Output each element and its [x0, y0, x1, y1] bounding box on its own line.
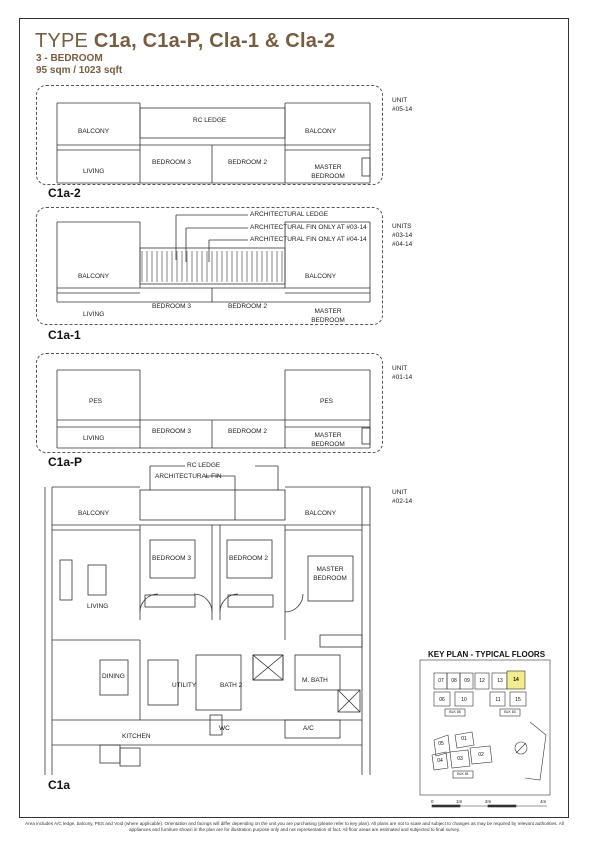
- plan-name-c1a-2: C1a-2: [48, 186, 81, 200]
- c1a-unit-heading: UNIT: [392, 489, 408, 496]
- key-unit-09: 09: [464, 678, 470, 684]
- c1ap-master-bedroom: MASTER BEDROOM: [311, 432, 345, 448]
- key-unit-04: 04: [437, 758, 443, 764]
- c1a1-master-bedroom: MASTER BEDROOM: [311, 308, 345, 324]
- callout-fin-03-14: ARCHITECTURAL FIN ONLY AT #03-14: [250, 224, 367, 231]
- c1a-utility: UTILITY: [172, 682, 197, 689]
- c1a-units: [392, 488, 412, 506]
- key-unit-06: 06: [439, 697, 445, 703]
- c1a-bedroom2: BEDROOM 2: [229, 555, 269, 562]
- c1a-balcony-left: BALCONY: [78, 510, 110, 517]
- c1a2-rc-ledge: RC LEDGE: [193, 117, 227, 124]
- plan-name-c1a: C1a: [48, 778, 71, 792]
- c1a1-balcony-left: BALCONY: [78, 273, 110, 280]
- callout-architectural-ledge: ARCHITECTURAL LEDGE: [250, 211, 329, 218]
- c1ap-unit-heading: UNIT: [392, 365, 408, 372]
- c1a-wc: WC: [219, 725, 230, 732]
- key-unit-08: 08: [451, 678, 457, 684]
- c1ap-unit-number: #01-14: [392, 374, 413, 381]
- key-block-81: BLK 81: [457, 772, 469, 776]
- key-unit-14-highlighted: 14: [513, 677, 519, 683]
- bedroom-count: 3 - BEDROOM: [36, 53, 103, 64]
- c1ap-bedroom2: BEDROOM 2: [228, 428, 268, 435]
- c1a2-unit-heading: UNIT: [392, 97, 408, 104]
- c1a2-bedroom3: BEDROOM 3: [152, 159, 192, 166]
- c1a-callout-rc-ledge: RC LEDGE: [187, 462, 221, 469]
- c1a-master-bedroom: MASTER BEDROOM: [313, 566, 347, 582]
- key-unit-13: 13: [497, 678, 503, 684]
- c1a2-living: LIVING: [83, 168, 105, 175]
- scale-4m: 4m: [540, 799, 547, 804]
- c1a-callout-architectural-fin: ARCHITECTURAL FIN: [155, 473, 222, 480]
- key-unit-12: 12: [479, 678, 485, 684]
- disclaimer-text: Area includes A/C ledge, balcony, PES and Void (where applicable). Orientation and facings will differ depending on the unit you are purchasing (please refer to key plan). All plans are not to scale and subject to changes as may be required by relevant authorities. All appliances and furniture shown in the plan are for illustration purpose only and not representation of fact. All floor areas are estimated and subjected to final survey.: [25, 821, 564, 832]
- c1ap-living: LIVING: [83, 435, 105, 442]
- c1a2-unit-number: #05-14: [392, 106, 413, 113]
- key-unit-15: 15: [515, 697, 521, 703]
- c1a-balcony-right: BALCONY: [305, 510, 337, 517]
- c1ap-pes-left: PES: [89, 398, 103, 405]
- key-unit-03: 03: [457, 756, 463, 762]
- key-unit-02: 02: [478, 752, 484, 758]
- plan-name-c1a-1: C1a-1: [48, 328, 81, 342]
- key-unit-01: 01: [461, 736, 467, 742]
- title-type-word: TYPE: [35, 30, 89, 52]
- c1a-unit-number: #02-14: [392, 498, 413, 505]
- c1a-bath2: BATH 2: [220, 682, 243, 689]
- c1a-mbath: M. BATH: [302, 677, 328, 684]
- c1a-ac: A/C: [303, 725, 314, 732]
- scale-1m: 1m: [456, 799, 463, 804]
- c1a1-balcony-right: BALCONY: [305, 273, 337, 280]
- c1a2-master-bedroom: MASTER BEDROOM: [311, 164, 345, 180]
- c1a1-bedroom2: BEDROOM 2: [228, 303, 268, 310]
- key-unit-07: 07: [438, 678, 444, 684]
- c1a1-unit-number-2: #04-14: [392, 241, 413, 248]
- key-unit-11: 11: [495, 697, 501, 703]
- c1ap-bedroom3: BEDROOM 3: [152, 428, 192, 435]
- c1a1-bedroom3: BEDROOM 3: [152, 303, 192, 310]
- c1a1-units: [392, 222, 412, 249]
- c1a2-bedroom2: BEDROOM 2: [228, 159, 268, 166]
- title-type-names: C1a, C1a-P, Cla-1 & Cla-2: [93, 30, 336, 52]
- c1a-kitchen: KITCHEN: [122, 733, 151, 740]
- scale-0: 0: [431, 799, 434, 804]
- key-block-85: BLK 85: [449, 710, 461, 714]
- key-plan-title: KEY PLAN - TYPICAL FLOORS: [428, 650, 546, 659]
- c1a2-balcony-left: BALCONY: [78, 128, 110, 135]
- c1a-dining: DINING: [102, 673, 125, 680]
- plan-name-c1a-p: C1a-P: [48, 455, 83, 469]
- c1a1-unit-heading: UNITS: [392, 223, 412, 230]
- key-unit-05: 05: [438, 741, 444, 747]
- key-block-83: BLK 83: [504, 710, 516, 714]
- c1a-living: LIVING: [87, 603, 109, 610]
- key-unit-10: 10: [461, 697, 467, 703]
- c1ap-units: [392, 364, 412, 382]
- c1a1-unit-number: #03-14: [392, 232, 413, 239]
- scale-2m: 2m: [485, 799, 492, 804]
- callout-fin-04-14: ARCHITECTURAL FIN ONLY AT #04-14: [250, 236, 367, 243]
- c1a2-units: [392, 96, 412, 114]
- unit-area: 95 sqm / 1023 sqft: [36, 65, 123, 76]
- c1a-bedroom3: BEDROOM 3: [152, 555, 192, 562]
- c1a1-living: LIVING: [83, 311, 105, 318]
- c1a2-balcony-right: BALCONY: [305, 128, 337, 135]
- c1ap-pes-right: PES: [320, 398, 334, 405]
